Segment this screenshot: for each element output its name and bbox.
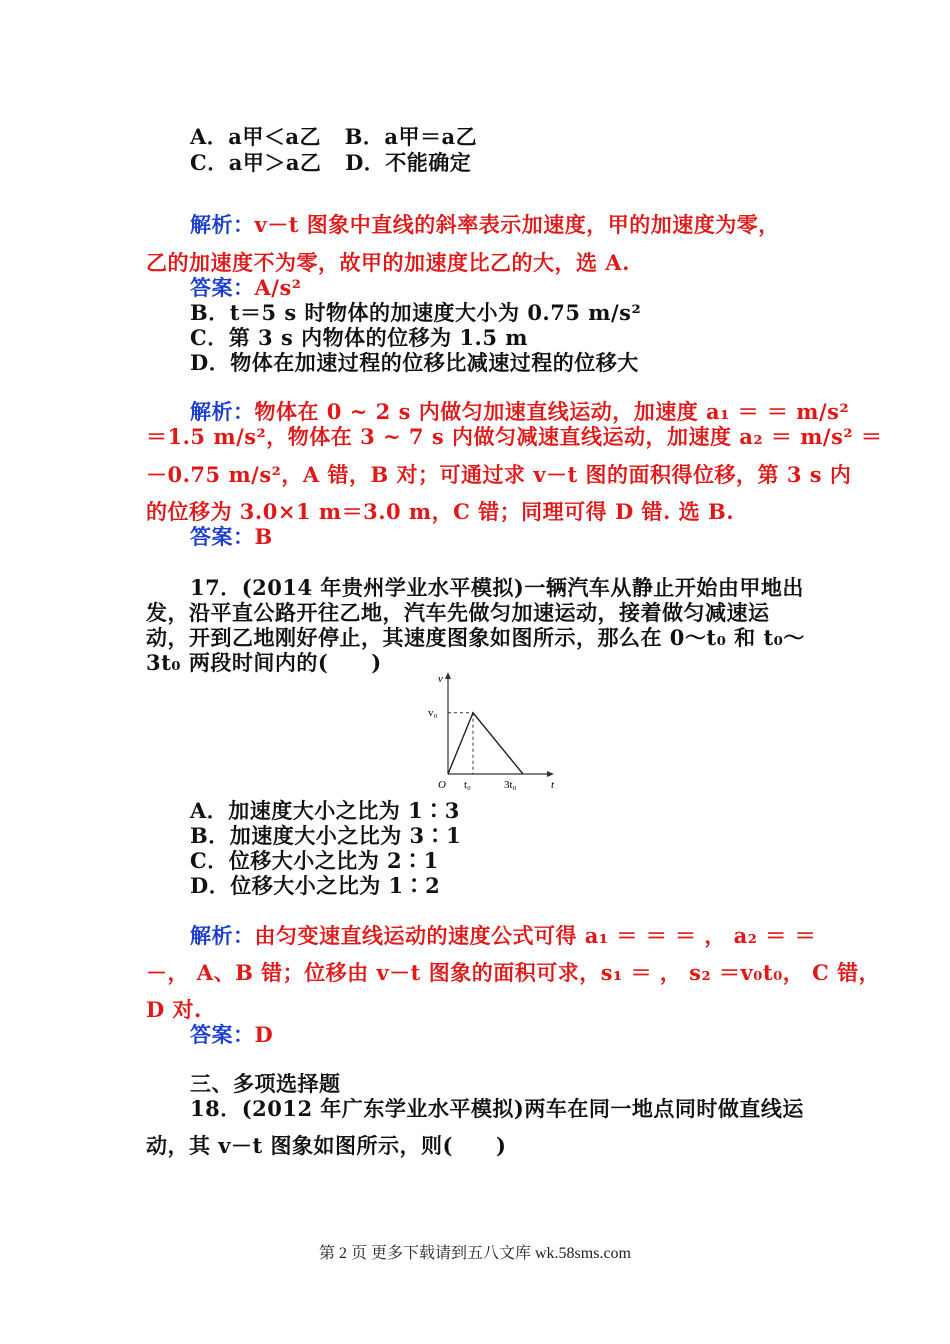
section-3-title: 三、多项选择题 bbox=[190, 1071, 341, 1096]
q17-answer-label: 答案： bbox=[190, 1022, 255, 1047]
chart-xtick-3t0: 3t₀ bbox=[504, 779, 517, 791]
q17-option-c: C．位移大小之比为 2∶1 bbox=[190, 848, 439, 873]
q18-stem-line-1: 18．(2012 年广东学业水平模拟)两车在同一地点同时做直线运 bbox=[190, 1096, 804, 1121]
vt-chart bbox=[428, 668, 568, 792]
q16-options-row-2 bbox=[190, 150, 471, 176]
q17a-analysis-line-4: 的位移为 3.0×1 m＝3.0 m，C 错；同理可得 D 错. 选 B. bbox=[146, 499, 735, 524]
chart-x-arrow bbox=[547, 771, 554, 777]
q17a-analysis-line-2: ＝1.5 m/s²，物体在 3 ~ 7 s 内做匀减速直线运动，加速度 a₂ ＝ m/s² ＝ bbox=[146, 424, 883, 449]
chart-y-arrow bbox=[445, 672, 451, 679]
q17a-answer-value: B bbox=[254, 524, 273, 549]
q17-analysis-label: 解析： bbox=[190, 923, 255, 948]
q17a-answer-label: 答案： bbox=[190, 524, 255, 549]
q16-option-c-text: a甲＞a乙 bbox=[228, 150, 322, 175]
q17a-analysis-line-1 bbox=[190, 399, 849, 425]
q16-analysis-line-2: 乙的加速度不为零，故甲的加速度比乙的大，选 A. bbox=[146, 250, 630, 275]
q16-analysis-line-1 bbox=[190, 212, 780, 238]
q16-options-row-1 bbox=[190, 124, 477, 150]
q17-stem-line-3: 动，开到乙地刚好停止，其速度图象如图所示，那么在 0～t₀ 和 t₀～ bbox=[146, 625, 805, 650]
q17a-option-b: B．t＝5 s 时物体的加速度大小为 0.75 m/s² bbox=[190, 300, 642, 325]
page-footer: 第 2 页 更多下载请到五八文库 wk.58sms.com bbox=[318, 1245, 631, 1262]
q17-analysis-line-1 bbox=[190, 923, 816, 949]
q16-analysis-text-1: v－t 图象中直线的斜率表示加速度，甲的加速度为零， bbox=[254, 212, 780, 237]
q16-analysis-label: 解析： bbox=[190, 212, 255, 237]
q17-answer bbox=[190, 1022, 273, 1048]
q17-stem-line-1: 17．(2014 年贵州学业水平模拟)一辆汽车从静止开始由甲地出 bbox=[190, 575, 804, 600]
chart-ytick-v0: v₀ bbox=[428, 707, 438, 719]
chart-xtick-t0: t₀ bbox=[464, 779, 471, 791]
q16-answer-label: 答案： bbox=[190, 275, 255, 300]
q18-stem-line-2: 动，其 v－t 图象如图所示，则( ) bbox=[146, 1133, 507, 1158]
q17a-answer bbox=[190, 524, 273, 550]
chart-origin: O bbox=[438, 779, 446, 791]
q17a-option-d: D．物体在加速过程的位移比减速过程的位移大 bbox=[190, 350, 639, 375]
q17-stem-line-2: 发，沿平直公路开往乙地，汽车先做匀加速运动，接着做匀减速运 bbox=[146, 600, 770, 625]
q17-stem-line-4: 3t₀ 两段时间内的( ) bbox=[146, 650, 382, 675]
q17-analysis-text-1: 由匀变速直线运动的速度公式可得 a₁ ＝ ＝ ＝ ， a₂ ＝ ＝ bbox=[254, 923, 817, 948]
q16-option-c-label: C． bbox=[190, 150, 229, 175]
q17a-analysis-line-3: －0.75 m/s²，A 错，B 对；可通过求 v－t 图的面积得位移，第 3 s 内 bbox=[146, 462, 852, 487]
q16-option-d-text: 不能确定 bbox=[385, 150, 472, 175]
q16-option-a-label: A． bbox=[190, 124, 229, 149]
q17-analysis-line-3: D 对. bbox=[146, 997, 202, 1022]
q16-option-a-text: a甲＜a乙 bbox=[228, 124, 322, 149]
chart-series-line bbox=[448, 713, 523, 774]
q16-option-b-label: B． bbox=[344, 124, 385, 149]
q17a-analysis-label: 解析： bbox=[190, 399, 255, 424]
chart-ylabel: v bbox=[438, 673, 443, 685]
q16-option-b-text: a甲＝a乙 bbox=[384, 124, 478, 149]
q17a-option-c: C．第 3 s 内物体的位移为 1.5 m bbox=[190, 325, 528, 350]
q17-option-b: B．加速度大小之比为 3∶1 bbox=[190, 823, 462, 848]
q17a-analysis-text-1: 物体在 0 ~ 2 s 内做匀加速直线运动，加速度 a₁ ＝ ＝ m/s² bbox=[254, 399, 850, 424]
q16-option-d-label: D． bbox=[345, 150, 386, 175]
q17-option-a: A．加速度大小之比为 1∶3 bbox=[190, 798, 460, 823]
chart-xlabel: t bbox=[551, 779, 555, 791]
q17-answer-value: D bbox=[254, 1022, 274, 1047]
q16-answer bbox=[190, 275, 301, 301]
q16-answer-value: A/s² bbox=[254, 275, 302, 300]
q17-option-d: D．位移大小之比为 1∶2 bbox=[190, 873, 441, 898]
q17-analysis-line-2: －， A、B 错；位移由 v－t 图象的面积可求，s₁ ＝ ， s₂ ＝v₀t₀， C 错， bbox=[146, 960, 881, 985]
